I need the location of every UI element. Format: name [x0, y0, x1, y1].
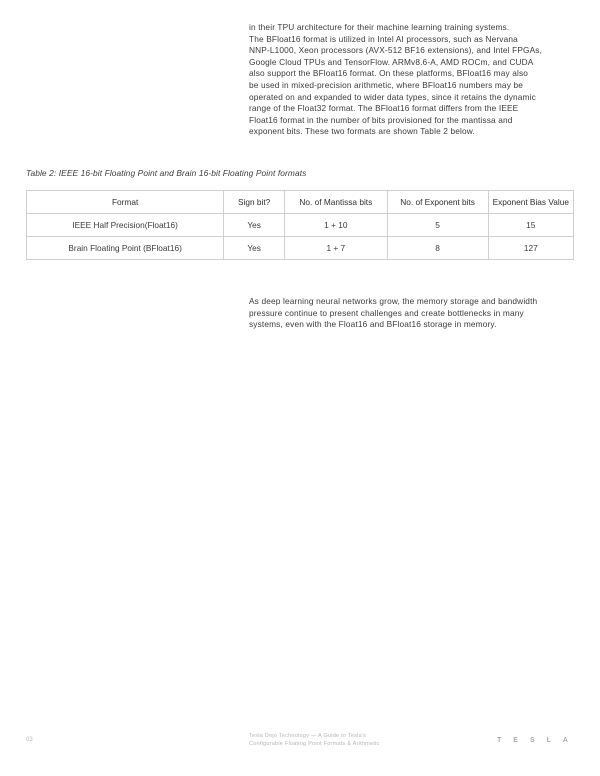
- page-number: 03: [26, 737, 33, 743]
- intro-line: range of the Float32 format. The BFloat16 format differs from the IEEE: [249, 103, 519, 114]
- cell-mantissa-bits: 1 + 7: [284, 237, 387, 260]
- table-header-row: [27, 191, 574, 214]
- table-caption: Table 2: IEEE 16-bit Floating Point and Brain 16-bit Floating Point formats: [26, 168, 307, 178]
- cell-exponent-bias: 15: [488, 214, 573, 237]
- intro-line: The BFloat16 format is utilized in Intel AI processors, such as Nervana: [249, 33, 518, 44]
- footer-line: Tesla Dojo Technology — A Guide to Tesla's: [249, 733, 367, 739]
- table-row: [27, 214, 574, 237]
- header-format: Format: [27, 191, 224, 214]
- cell-exponent-bits: 5: [387, 214, 488, 237]
- intro-paragraph: [249, 22, 579, 138]
- closing-line: pressure continue to present challenges and create bottlenecks in many: [249, 307, 524, 318]
- float-format-table: [26, 190, 574, 260]
- header-exponent-bias: Exponent Bias Value: [488, 191, 573, 214]
- cell-format: Brain Floating Point (BFloat16): [27, 237, 224, 260]
- cell-sign-bit: Yes: [224, 237, 285, 260]
- intro-line: Float16 format in the number of bits provisioned for the mantissa and: [249, 114, 513, 125]
- intro-line: exponent bits. These two formats are shown Table 2 below.: [249, 126, 475, 137]
- cell-exponent-bias: 127: [488, 237, 573, 260]
- cell-sign-bit: Yes: [224, 214, 285, 237]
- closing-line: As deep learning neural networks grow, the memory storage and bandwidth: [249, 296, 538, 306]
- intro-line: operated on and expanded to wider data types, since it retains the dynamic: [249, 91, 536, 102]
- header-exponent-bits: No. of Exponent bits: [387, 191, 488, 214]
- intro-line: Google Cloud TPUs and TensorFlow. ARMv8.6-A, AMD ROCm, and CUDA: [249, 56, 534, 67]
- intro-line: NNP-L1000, Xeon processors (AVX-512 BF16 extensions), and Intel FPGAs,: [249, 45, 543, 56]
- tesla-logo: TESLA: [497, 737, 580, 744]
- intro-line: also support the BFloat16 format. On these platforms, BFloat16 may also: [249, 68, 529, 79]
- intro-line: be used in mixed-precision arithmetic, where BFloat16 numbers may be: [249, 79, 523, 90]
- cell-mantissa-bits: 1 + 10: [284, 214, 387, 237]
- header-mantissa-bits: No. of Mantissa bits: [284, 191, 387, 214]
- footer-document-title: [249, 733, 380, 748]
- closing-line: systems, even with the Float16 and BFloat16 storage in memory.: [249, 319, 497, 330]
- cell-format: IEEE Half Precision(Float16): [27, 214, 224, 237]
- intro-line: in their TPU architecture for their machine learning training systems.: [249, 22, 510, 32]
- footer-line: Configurable Floating Point Formats & Arithmetic: [249, 740, 380, 747]
- cell-exponent-bits: 8: [387, 237, 488, 260]
- closing-paragraph: [249, 296, 579, 331]
- header-sign-bit: Sign bit?: [224, 191, 285, 214]
- table-row: [27, 237, 574, 260]
